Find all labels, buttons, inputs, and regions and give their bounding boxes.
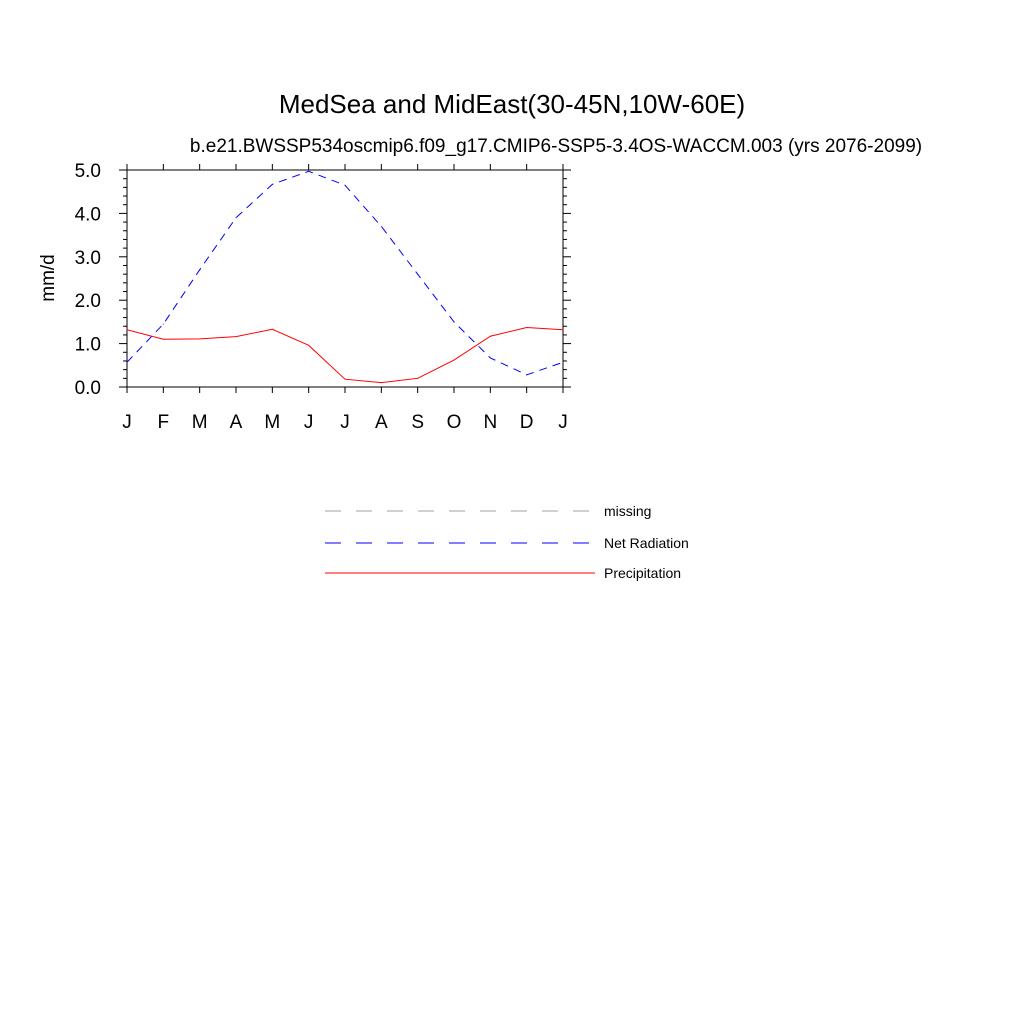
series-point: [417, 378, 418, 379]
x-tick-label: J: [340, 412, 350, 433]
series-point: [381, 226, 382, 227]
series-point: [272, 329, 273, 330]
x-tick-label: D: [519, 412, 534, 433]
series-point: [308, 345, 309, 346]
chart-subtitle: b.e21.BWSSP534oscmip6.f09_g17.CMIP6-SSP5-3.4OS-WACCM.003 (yrs 2076-2099): [189, 136, 923, 157]
y-tick-label: 2.0: [74, 291, 101, 313]
x-tick-label: A: [374, 412, 388, 433]
legend-label: Precipitation: [604, 565, 682, 581]
x-tick-label: N: [483, 412, 498, 433]
y-tick-label: 4.0: [74, 204, 101, 226]
series-line-0: [127, 171, 563, 375]
plot-frame: [127, 170, 563, 387]
x-tick-label: J: [558, 412, 568, 433]
legend-label: Net Radiation: [604, 535, 689, 551]
series-point: [490, 336, 491, 337]
y-tick-label: 3.0: [74, 247, 101, 269]
series-point: [563, 329, 564, 330]
series-point: [526, 327, 527, 328]
legend-label: missing: [604, 503, 652, 519]
series-point: [199, 338, 200, 339]
x-tick-label: F: [157, 412, 170, 433]
series-point: [272, 184, 273, 185]
series-point: [199, 269, 200, 270]
x-tick-label: A: [229, 412, 243, 433]
y-tick-label: 1.0: [74, 334, 101, 356]
series-point: [236, 217, 237, 218]
tick-labels: [75, 161, 568, 433]
series-point: [381, 382, 382, 383]
series-lines: [127, 171, 564, 383]
x-tick-label: S: [411, 412, 425, 433]
y-axis-label: mm/d: [38, 254, 59, 302]
series-point: [563, 362, 564, 363]
series-line-1: [127, 328, 563, 383]
series-point: [526, 374, 527, 375]
series-point: [163, 324, 164, 325]
y-tick-label: 5.0: [74, 161, 101, 182]
x-tick-label: J: [122, 412, 132, 433]
series-point: [163, 339, 164, 340]
series-point: [454, 321, 455, 322]
series-point: [417, 274, 418, 275]
y-tick-label: 0.0: [74, 378, 101, 399]
series-point: [345, 379, 346, 380]
x-tick-label: M: [191, 412, 208, 433]
series-point: [127, 362, 128, 363]
series-point: [454, 360, 455, 361]
legend: [325, 503, 689, 581]
series-point: [236, 336, 237, 337]
axis-ticks: [119, 164, 571, 393]
series-point: [345, 185, 346, 186]
chart-title: MedSea and MidEast(30-45N,10W-60E): [278, 89, 746, 119]
series-point: [490, 357, 491, 358]
series-point: [308, 171, 309, 172]
x-tick-label: J: [303, 412, 314, 433]
x-tick-label: M: [264, 412, 281, 433]
x-tick-label: O: [446, 412, 462, 433]
series-point: [127, 329, 128, 330]
